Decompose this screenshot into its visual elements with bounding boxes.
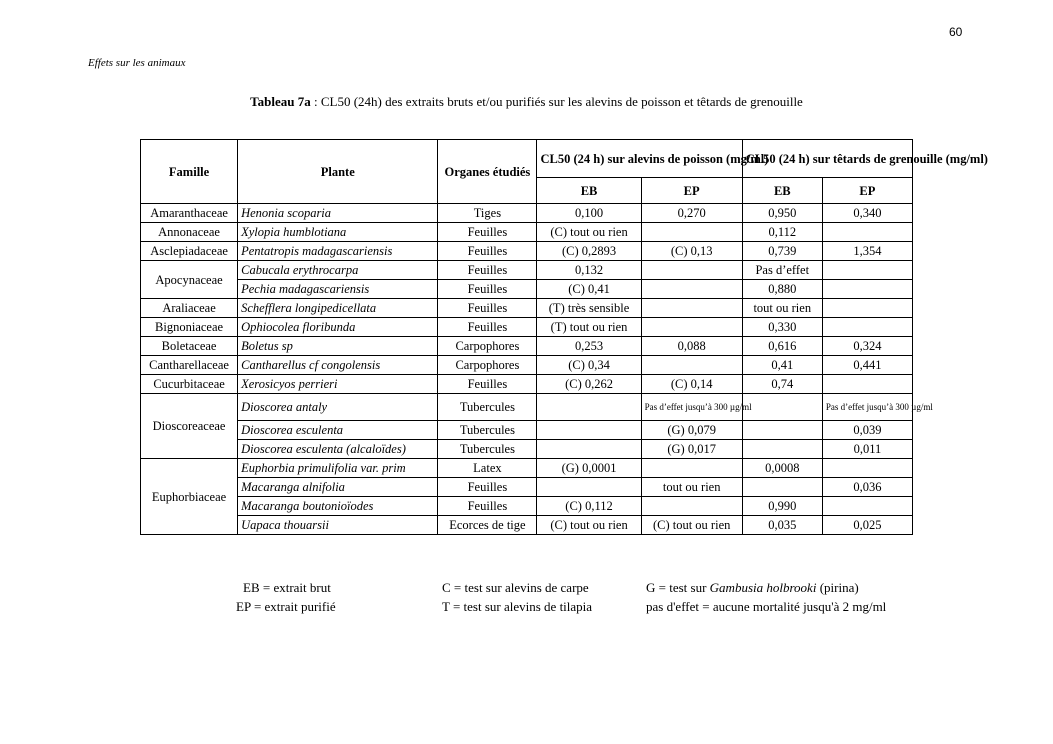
organ-cell: Ecorces de tige [438,516,537,535]
table-row [141,337,913,356]
eb-tetards-cell: 0,739 [742,242,822,261]
legend-ep: EP = extrait purifié [236,599,336,614]
family-cell: Araliaceae [141,299,238,318]
legend-g-suffix: (pirina) [816,580,859,595]
eb-poisson-cell: (T) tout ou rien [537,318,641,337]
table-row [141,318,913,337]
page-number: 60 [949,25,963,39]
family-cell: Euphorbiaceae [141,459,238,535]
ep-tetards-cell [822,459,912,478]
eb-tetards-cell: 0,41 [742,356,822,375]
ep-poisson-cell: (C) tout ou rien [641,516,742,535]
eb-poisson-cell: 0,253 [537,337,641,356]
plant-cell: Pechia madagascariensis [238,280,438,299]
organ-cell: Latex [438,459,537,478]
table-row [141,223,913,242]
ep-poisson-cell: Pas d’effet jusqu’à 300 µg/ml [641,394,742,421]
ep-tetards-cell: 1,354 [822,242,912,261]
header-eb-poisson: EB [537,178,641,204]
eb-poisson-cell: 0,132 [537,261,641,280]
family-cell: Dioscoreaceae [141,394,238,459]
table-row [141,261,913,280]
table-row [141,497,913,516]
eb-poisson-cell: 0,100 [537,204,641,223]
eb-poisson-cell [537,421,641,440]
table-body [141,204,933,535]
legend-eb: EB = extrait brut [243,580,331,595]
ep-poisson-cell [641,299,742,318]
plant-cell: Ophiocolea floribunda [238,318,438,337]
ep-poisson-cell [641,223,742,242]
eb-tetards-cell: 0,0008 [742,459,822,478]
family-cell: Amaranthaceae [141,204,238,223]
organ-cell: Feuilles [438,280,537,299]
header-famille: Famille [141,140,238,204]
organ-cell: Feuilles [438,242,537,261]
table-row [141,394,913,421]
organ-cell: Feuilles [438,497,537,516]
plant-cell: Xylopia humblotiana [238,223,438,242]
ep-tetards-cell: 0,025 [822,516,912,535]
eb-poisson-cell [537,440,641,459]
header-ep-poisson: EP [641,178,742,204]
ep-poisson-cell: tout ou rien [641,478,742,497]
eb-poisson-cell: (C) 0,2893 [537,242,641,261]
eb-tetards-cell: 0,616 [742,337,822,356]
eb-tetards-cell: 0,950 [742,204,822,223]
eb-poisson-cell [537,478,641,497]
ep-tetards-cell: 0,340 [822,204,912,223]
table-row [141,516,913,535]
ep-poisson-cell [641,459,742,478]
plant-cell: Pentatropis madagascariensis [238,242,438,261]
organ-cell: Carpophores [438,356,537,375]
eb-poisson-cell: (C) 0,34 [537,356,641,375]
eb-poisson-cell: (T) très sensible [537,299,641,318]
plant-cell: Boletus sp [238,337,438,356]
header-ep-tetards: EP [822,178,912,204]
plant-cell: Schefflera longipedicellata [238,299,438,318]
legend-notes [646,578,886,616]
eb-tetards-cell: 0,330 [742,318,822,337]
table-row [141,375,913,394]
ep-poisson-cell: 0,270 [641,204,742,223]
table-row [141,299,913,318]
plant-cell: Macaranga alnifolia [238,478,438,497]
eb-poisson-cell: (G) 0,0001 [537,459,641,478]
ep-tetards-cell [822,280,912,299]
table-row [141,242,913,261]
legend-extracts [236,578,336,616]
organ-cell: Tubercules [438,421,537,440]
eb-tetards-cell: 0,035 [742,516,822,535]
plant-cell: Cantharellus cf congolensis [238,356,438,375]
ep-poisson-cell: (C) 0,13 [641,242,742,261]
plant-cell: Dioscorea esculenta [238,421,438,440]
header-plante: Plante [238,140,438,204]
table-row [141,440,913,459]
toxicity-table [140,139,988,535]
organ-cell: Feuilles [438,478,537,497]
eb-tetards-cell [742,421,822,440]
ep-tetards-cell [822,223,912,242]
plant-cell: Macaranga boutonioïodes [238,497,438,516]
ep-tetards-cell: 0,039 [822,421,912,440]
family-cell: Asclepiadaceae [141,242,238,261]
eb-poisson-cell: (C) tout ou rien [537,223,641,242]
legend-c: C = test sur alevins de carpe [442,580,589,595]
ep-tetards-cell: 0,324 [822,337,912,356]
running-head: Effets sur les animaux [88,57,186,69]
table-row [141,204,913,223]
eb-tetards-cell: tout ou rien [742,299,822,318]
organ-cell: Feuilles [438,223,537,242]
table-caption [0,94,1053,110]
organ-cell: Tubercules [438,440,537,459]
ep-poisson-cell: (G) 0,017 [641,440,742,459]
eb-tetards-cell [742,440,822,459]
ep-poisson-cell [641,318,742,337]
ep-poisson-cell: 0,088 [641,337,742,356]
header-organes: Organes étudiés [438,140,537,204]
ep-tetards-cell [822,299,912,318]
table-row [141,478,913,497]
plant-cell: Cabucala erythrocarpa [238,261,438,280]
ep-poisson-cell [641,280,742,299]
table-row [141,421,913,440]
eb-tetards-cell: 0,880 [742,280,822,299]
header-eb-tetards: EB [742,178,822,204]
plant-cell: Dioscorea esculenta (alcaloïdes) [238,440,438,459]
eb-tetards-cell: 0,990 [742,497,822,516]
eb-poisson-cell [537,394,641,421]
organ-cell: Feuilles [438,299,537,318]
ep-tetards-cell [822,497,912,516]
ep-tetards-cell [822,375,912,394]
legend-t: T = test sur alevins de tilapia [442,599,593,614]
legend-g [646,578,886,597]
caption-label: Tableau 7a [250,94,311,109]
ep-tetards-cell [822,318,912,337]
eb-poisson-cell: (C) 0,112 [537,497,641,516]
organ-cell: Feuilles [438,375,537,394]
table-row [141,356,913,375]
organ-cell: Feuilles [438,318,537,337]
eb-tetards-cell: 0,112 [742,223,822,242]
ep-tetards-cell [822,261,912,280]
organ-cell: Carpophores [438,337,537,356]
family-cell: Apocynaceae [141,261,238,299]
organ-cell: Tubercules [438,394,537,421]
legend-g-prefix: G = test sur [646,580,710,595]
family-cell: Annonaceae [141,223,238,242]
ep-poisson-cell [641,497,742,516]
plant-cell: Henonia scoparia [238,204,438,223]
eb-tetards-cell [742,394,822,421]
organ-cell: Feuilles [438,261,537,280]
eb-tetards-cell: 0,74 [742,375,822,394]
plant-cell: Xerosicyos perrieri [238,375,438,394]
eb-poisson-cell: (C) tout ou rien [537,516,641,535]
legend-pas: pas d'effet = aucune mortalité jusqu'à 2 mg/ml [646,599,887,614]
table-row [141,280,913,299]
family-cell: Cantharellaceae [141,356,238,375]
ep-poisson-cell: (C) 0,14 [641,375,742,394]
plant-cell: Euphorbia primulifolia var. prim [238,459,438,478]
eb-tetards-cell: Pas d’effet [742,261,822,280]
ep-poisson-cell: (G) 0,079 [641,421,742,440]
eb-poisson-cell: (C) 0,262 [537,375,641,394]
plant-cell: Dioscorea antaly [238,394,438,421]
family-cell: Bignoniaceae [141,318,238,337]
ep-tetards-cell: 0,036 [822,478,912,497]
ep-poisson-cell [641,356,742,375]
ep-tetards-cell: 0,441 [822,356,912,375]
eb-tetards-cell [742,478,822,497]
legend-g-species: Gambusia holbrooki [709,580,817,595]
header-tetards: CL50 (24 h) sur têtards de grenouille (mg/ml) [742,140,912,178]
ep-tetards-cell: Pas d’effet jusqu’à 300 µg/ml [822,394,912,421]
ep-poisson-cell [641,261,742,280]
table-row [141,459,913,478]
eb-poisson-cell: (C) 0,41 [537,280,641,299]
family-cell: Boletaceae [141,337,238,356]
organ-cell: Tiges [438,204,537,223]
family-cell: Cucurbitaceae [141,375,238,394]
header-poisson: CL50 (24 h) sur alevins de poisson (mg/ml) [537,140,742,178]
caption-text: : CL50 (24h) des extraits bruts et/ou purifiés sur les alevins de poisson et têtards de grenouille [310,94,803,109]
ep-tetards-cell: 0,011 [822,440,912,459]
plant-cell: Uapaca thouarsii [238,516,438,535]
legend-species [442,578,592,616]
